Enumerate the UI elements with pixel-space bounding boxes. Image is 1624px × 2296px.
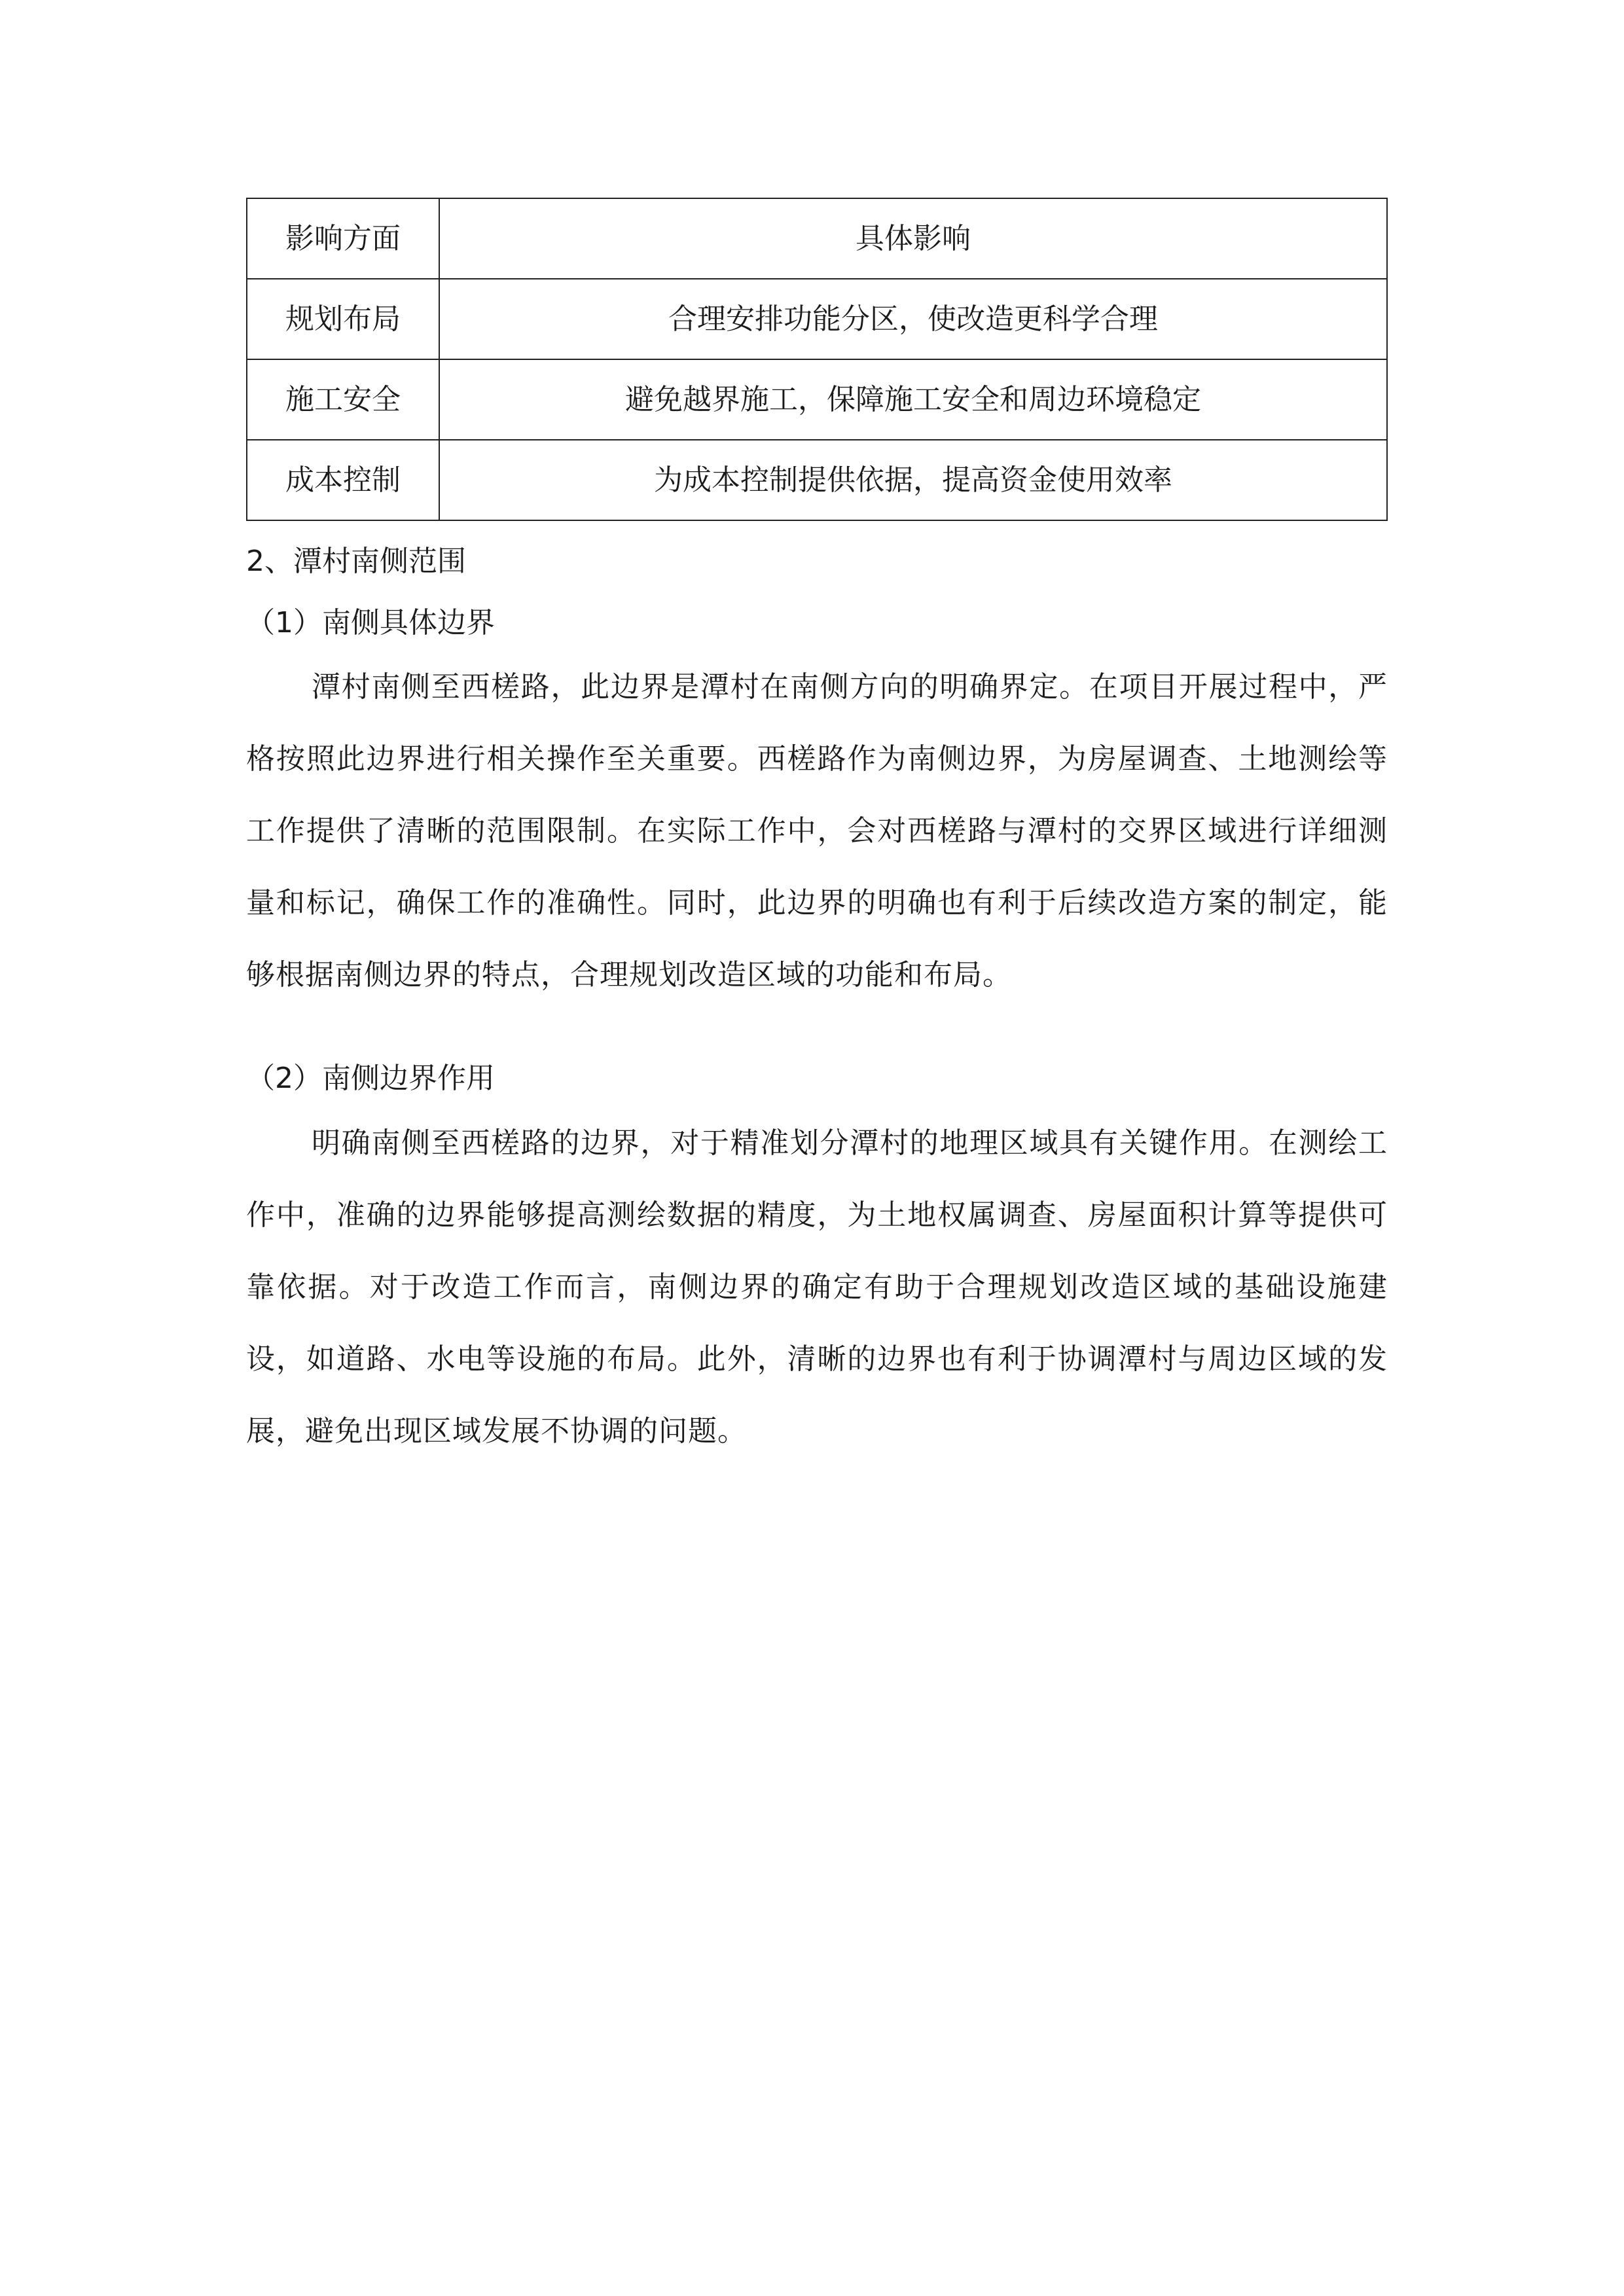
table-cell-impact: 为成本控制提供依据，提高资金使用效率 bbox=[439, 440, 1387, 520]
section-heading: 2、潭村南侧范围 bbox=[246, 545, 466, 578]
table-row bbox=[247, 279, 1387, 359]
table-cell-aspect: 规划布局 bbox=[247, 279, 439, 359]
paragraph-role: 明确南侧至西槎路的边界，对于精准划分潭村的地理区域具有关键作用。在测绘工作中，准确的边界能够提高测绘数据的精度，为土地权属调查、房屋面积计算等提供可靠依据。对于改造工作而言，南侧边界的确定有助于合理规划改造区域的基础设施建设，如道路、水电等设施的布局。此外，清晰的边界也有利于协调潭村与周边区域的发展，避免出现区域发展不协调的问题。 bbox=[246, 1126, 1388, 1448]
table-cell-impact: 合理安排功能分区，使改造更科学合理 bbox=[439, 279, 1387, 359]
table-cell-aspect: 施工安全 bbox=[247, 359, 439, 440]
table-row bbox=[247, 440, 1387, 520]
table-cell-aspect: 成本控制 bbox=[247, 440, 439, 520]
table-row bbox=[247, 359, 1387, 440]
header-cell-impact: 具体影响 bbox=[439, 198, 1387, 279]
subsection-heading-role: （2）南侧边界作用 bbox=[246, 1062, 495, 1095]
header-cell-aspect: 影响方面 bbox=[247, 198, 439, 279]
table-cell-impact: 避免越界施工，保障施工安全和周边环境稳定 bbox=[439, 359, 1387, 440]
subsection-heading-boundary: （1）南侧具体边界 bbox=[246, 606, 495, 639]
impact-table bbox=[246, 198, 1388, 521]
table-header-row bbox=[247, 198, 1387, 279]
paragraph-boundary: 潭村南侧至西槎路，此边界是潭村在南侧方向的明确界定。在项目开展过程中，严格按照此边界进行相关操作至关重要。西槎路作为南侧边界，为房屋调查、土地测绘等工作提供了清晰的范围限制。在实际工作中，会对西槎路与潭村的交界区域进行详细测量和标记，确保工作的准确性。同时，此边界的明确也有利于后续改造方案的制定，能够根据南侧边界的特点，合理规划改造区域的功能和布局。 bbox=[246, 670, 1388, 992]
